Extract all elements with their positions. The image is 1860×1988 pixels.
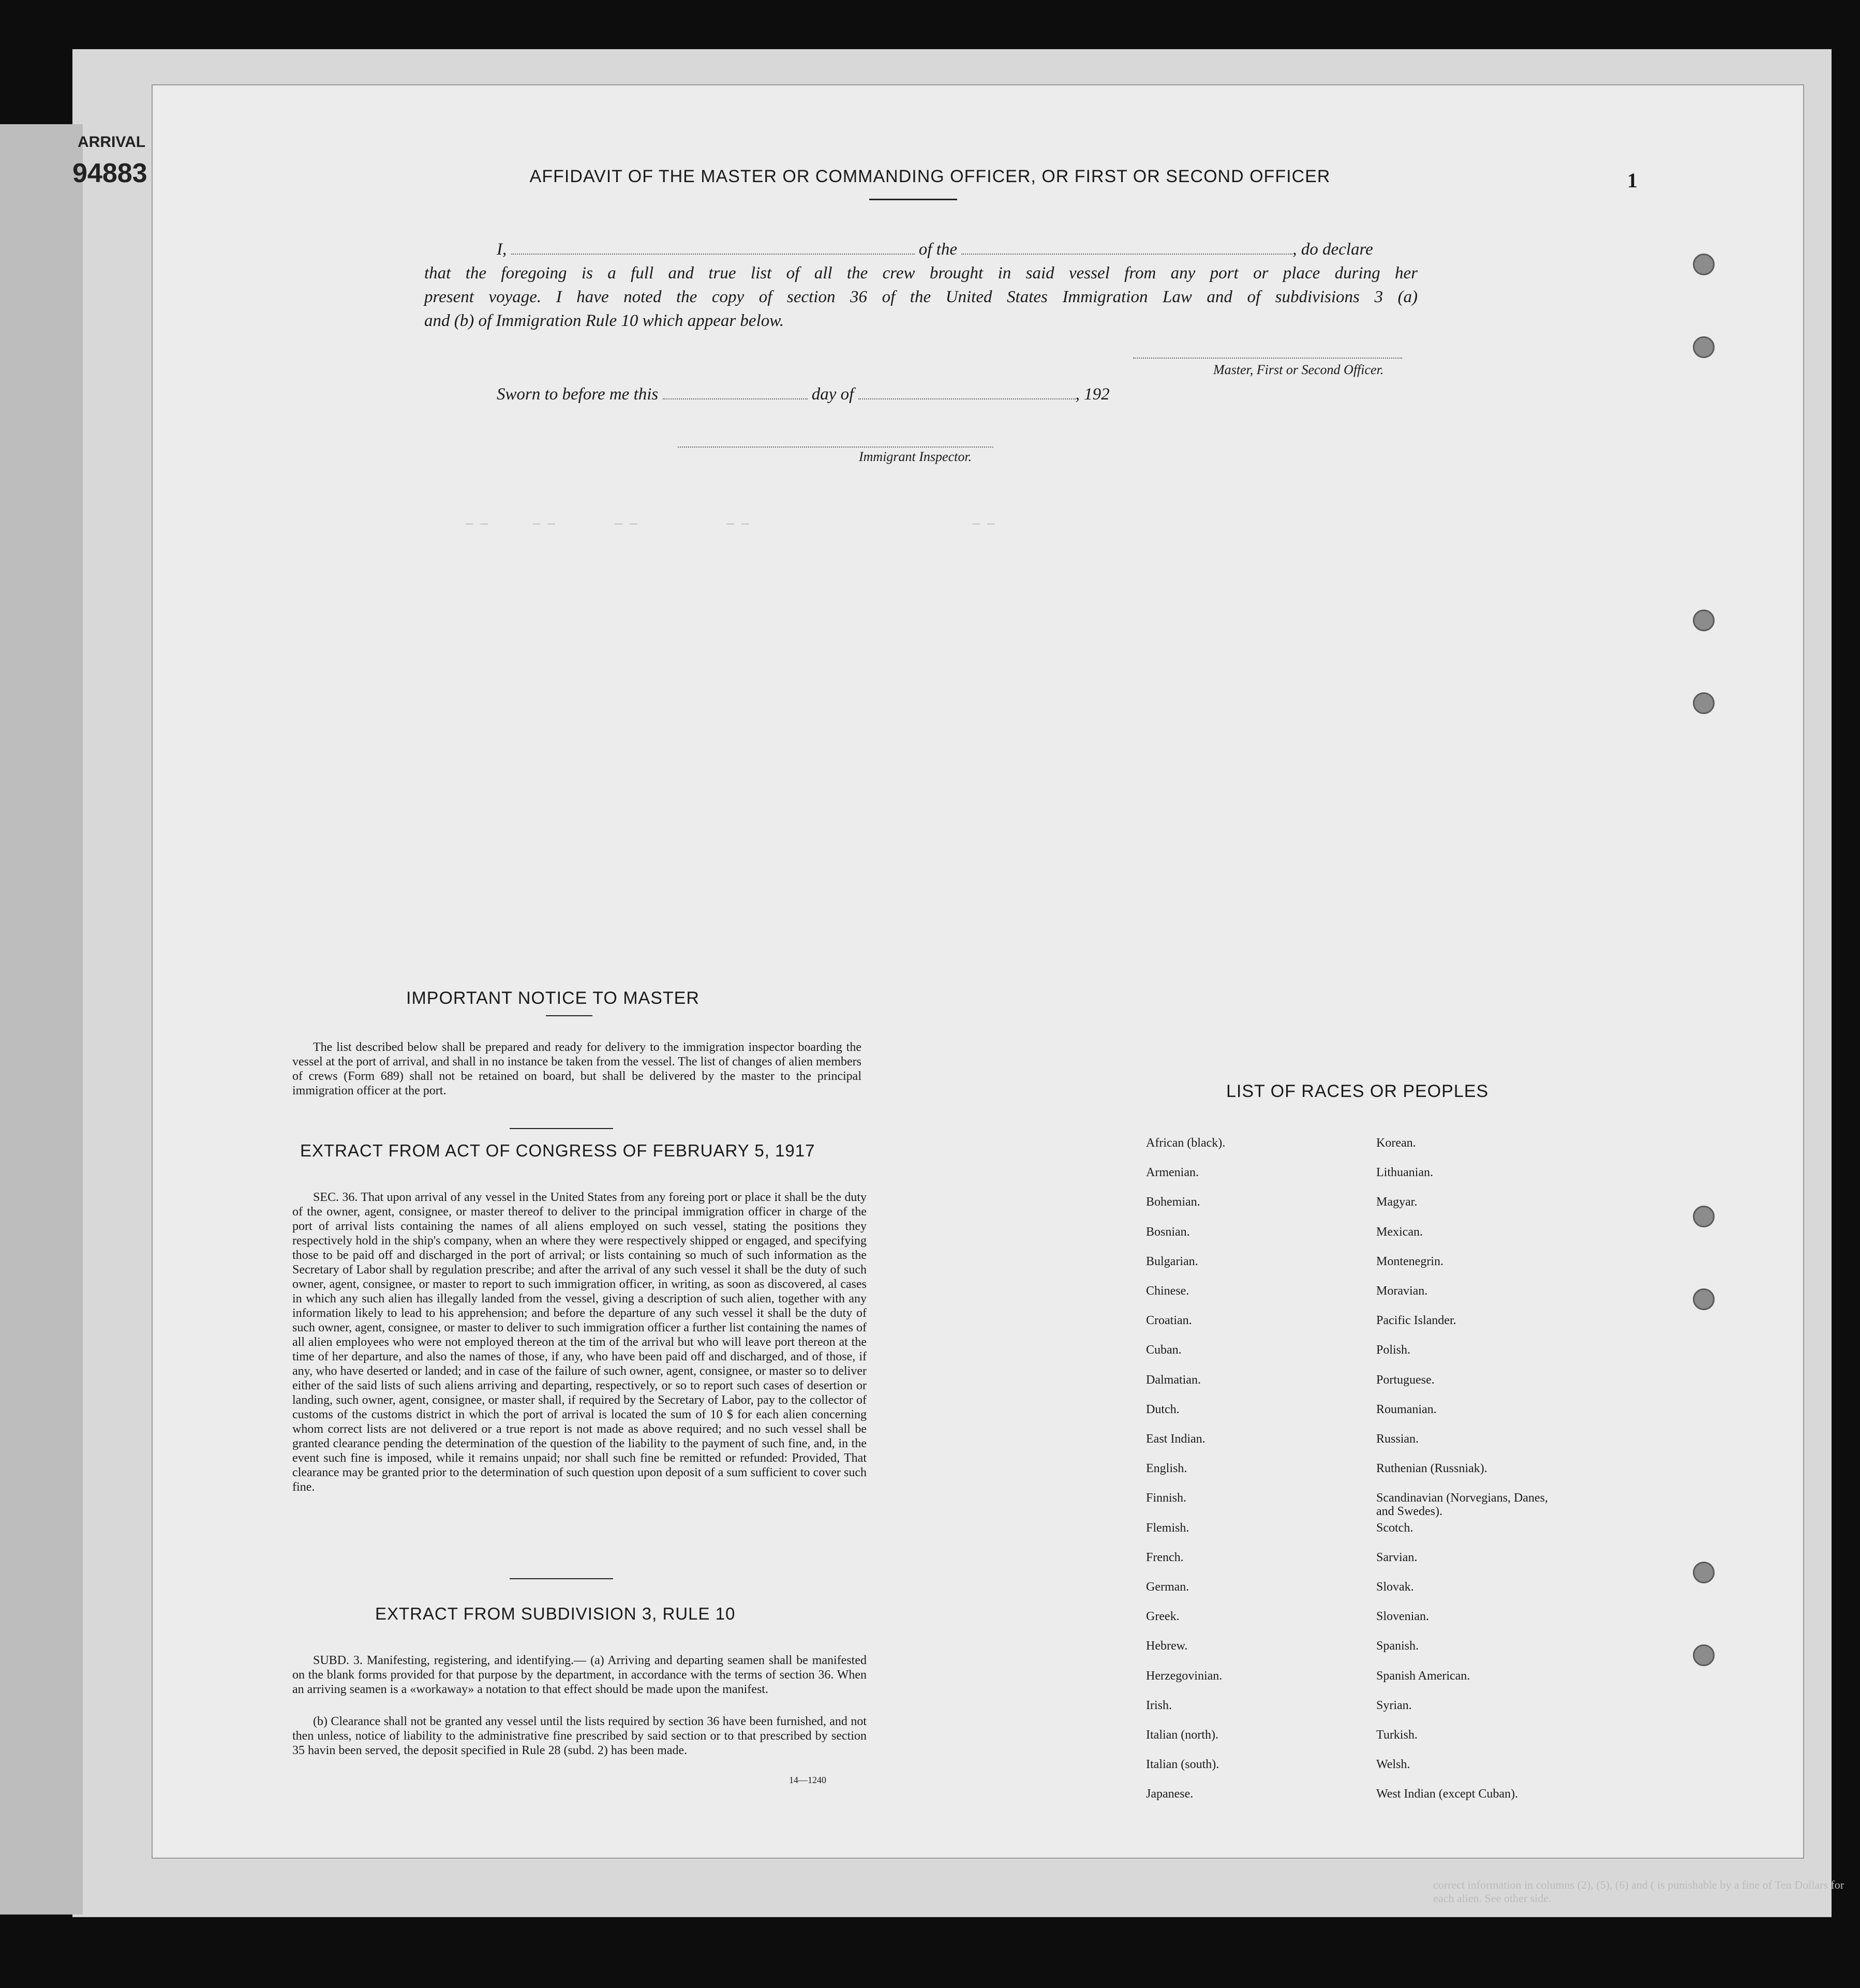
extract-act-text: SEC. 36. That upon arrival of any vessel in the United States from any foreing port or place it shall be the duty of the owner, agent, consignee, or master thereof to deliver to the principal immigration officer in charge of the port of arrival lists containing the names of all aliens employed on such vessel, stating the positions they respectively hold in the ship's company, when an where they were respectively shipped or engaged, and specifying those to be paid off and discharged in the port of arrival; or lists containing so much of such information as the Secretary of Labor shall by regulation prescribe; and after the arrival of any such vessel it shall be the duty of such owner, agent, consignee, or master to report to such immigration officer, in writing, as soon as discovered, al cases in which any such alien has illegally landed from the vessel, giving a description of such alien, together with any information likely to lead to his apprehension; and before the departure of any such vessel it shall be the duty of such owner, agent, consignee, or master to deliver to such immigration officer a further list containing the names of all alien employees who were not employed thereon at the tim of the arrival but who will leave port thereon at the time of her departure, and also the names of those, if any, who have been paid off and discharged, and of those, if any, who have deserted or landed; and in case of the failure of such owner, agent, consignee, or master so to deliver either of the said lists of such aliens arriving and departing, respectively, or so to report such cases of desertion or landing, such owner, agent, consignee, or master shall, if required by the Secretary of Labor, pay to the collector of customs of the customs district in which the port of arrival is located the sum of 10 $ for each alien concerning whom correct lists are not delivered or a true report is not made as above required; and no such vessel shall be granted clearance pending the determination of the question of the liability to the payment of such fine, and, in the event such fine is imposed, while it remains unpaid; nor shall such fine be remitted or refunded: Provided, That clearance may be granted prior to the determination of such question upon deposit of a sum sufficient to cover such fine. (292, 1191, 867, 1494)
race-item: Moravian. (1376, 1284, 1428, 1298)
race-item: Korean. (1376, 1136, 1416, 1150)
race-item: Herzegovinian. (1146, 1669, 1223, 1683)
punch-hole (1693, 1562, 1715, 1583)
race-item: German. (1146, 1580, 1189, 1594)
race-item: Dalmatian. (1146, 1373, 1201, 1387)
back-sheet-footer: correct information in columns (2), (5), (6) and ( is punishable by a fine of Ten Dollars for each alien. See other side. (1433, 1878, 1844, 1905)
signature-label: Master, First or Second Officer. (1213, 362, 1384, 377)
title-rule (869, 199, 957, 200)
notice-rule (546, 1015, 592, 1016)
affidavit-title: AFFIDAVIT OF THE MASTER OR COMMANDING OFFICER, OR FIRST OR SECOND OFFICER (529, 167, 1331, 186)
race-item: Flemish. (1146, 1521, 1189, 1535)
form-number: 14—1240 (789, 1775, 826, 1785)
race-item: Dutch. (1146, 1402, 1180, 1416)
race-item: Roumanian. (1376, 1402, 1437, 1416)
race-item: Greek. (1146, 1610, 1180, 1624)
race-item: Finnish. (1146, 1491, 1187, 1505)
race-item: English. (1146, 1462, 1187, 1476)
race-item: Spanish. (1376, 1639, 1419, 1653)
race-item: African (black). (1146, 1136, 1226, 1150)
race-item: Montenegrin. (1376, 1254, 1444, 1268)
race-item: Ruthenian (Russniak). (1376, 1462, 1487, 1476)
inspector-line[interactable] (678, 446, 993, 448)
sworn-label: Sworn to before me this (497, 385, 659, 404)
extract-rule-rule (510, 1578, 613, 1579)
race-item: West Indian (except Cuban). (1376, 1787, 1518, 1801)
extract-act-rule (510, 1128, 613, 1129)
year-label: , 192 (1075, 385, 1110, 404)
page-mark: 1 (1627, 169, 1638, 192)
race-item: Pacific Islander. (1376, 1314, 1456, 1328)
extract-act-title: EXTRACT FROM ACT OF CONGRESS OF FEBRUARY 5, 1917 (300, 1141, 815, 1160)
do-declare-label: , do declare (1292, 240, 1373, 259)
punch-hole (1693, 336, 1715, 358)
punch-hole (1693, 692, 1715, 714)
race-item: Bulgarian. (1146, 1254, 1198, 1268)
race-item: Sarvian. (1376, 1550, 1418, 1564)
races-title: LIST OF RACES OR PEOPLES (1226, 1081, 1489, 1101)
race-item: Welsh. (1376, 1758, 1410, 1772)
race-item: Spanish American. (1376, 1669, 1470, 1683)
inspector-label: Immigrant Inspector. (859, 449, 972, 464)
signature-line[interactable] (1133, 357, 1402, 359)
i-label: I, (497, 240, 507, 259)
race-item: Magyar. (1376, 1195, 1418, 1209)
race-item: Bosnian. (1146, 1225, 1190, 1239)
race-item: Japanese. (1146, 1787, 1194, 1801)
race-item: Slovak. (1376, 1580, 1414, 1594)
race-item: Syrian. (1376, 1698, 1412, 1712)
extract-rule-text-b: (b) Clearance shall not be granted any vessel until the lists required by section 36 have been furnished, and not then unless, notice of liability to the administrative fine prescribed by said section or to that prescribed by section 35 havin been served, the deposit specified in Rule 28 (subd. 2) has been made. (292, 1715, 867, 1757)
affidavit-page (153, 85, 1803, 1858)
race-item: Scandinavian (Norvegians, Danes, and Swedes). (1376, 1491, 1548, 1519)
day-field[interactable] (663, 398, 808, 399)
race-item: Bohemian. (1146, 1195, 1200, 1209)
punch-hole (1693, 254, 1715, 275)
notice-text: The list described below shall be prepared and ready for delivery to the immigration inspector boarding the vessel at the port of arrival, and shall in no instance be taken from the vessel. The list of changes of alien members of crews (Form 689) shall not be retained on board, but shall be delivered by the master to the principal immigration officer at the port. (292, 1041, 861, 1097)
race-item: Turkish. (1376, 1728, 1418, 1742)
race-item: French. (1146, 1550, 1184, 1564)
race-item: Scotch. (1376, 1521, 1413, 1535)
race-item: Armenian. (1146, 1166, 1199, 1180)
sworn-line (497, 383, 1169, 406)
race-item: Mexican. (1376, 1225, 1423, 1239)
affidavit-declaration-line (497, 238, 1418, 261)
race-item: Italian (north). (1146, 1728, 1218, 1742)
punch-hole (1693, 610, 1715, 631)
race-item: Slovenian. (1376, 1610, 1429, 1624)
affidavit-body-1: that the foregoing is a full and true list of all the crew brought in said vessel from any port or place during her (424, 264, 1418, 283)
race-item: Cuban. (1146, 1343, 1182, 1357)
affidavit-body-2: present voyage. I have noted the copy of section 36 of the United States Immigration Law and of subdivisions 3 (a) (424, 288, 1418, 306)
race-item: East Indian. (1146, 1432, 1206, 1446)
arrival-label: ARRIVAL (78, 133, 146, 151)
affidavit-body-3: and (b) of Immigration Rule 10 which appear below. (424, 311, 784, 330)
race-item: Portuguese. (1376, 1373, 1435, 1387)
month-field[interactable] (858, 398, 1076, 399)
race-item: Italian (south). (1146, 1758, 1219, 1772)
notice-title: IMPORTANT NOTICE TO MASTER (406, 988, 700, 1008)
race-item: Croatian. (1146, 1314, 1192, 1328)
arrival-number: 94883 (72, 158, 147, 188)
race-item: Polish. (1376, 1343, 1411, 1357)
back-sheet-left-edge (0, 124, 83, 1915)
vessel-field[interactable] (961, 253, 1292, 255)
punch-hole (1693, 1644, 1715, 1666)
name-field[interactable] (511, 253, 915, 255)
extract-rule-text-a: SUBD. 3. Manifesting, registering, and identifying.— (a) Arriving and departing seamen shall be manifested on the blank forms provided for that purpose by the department, in accordance with the terms of section 36. When an arriving seamen is a «workaway» a notation to that effect should be made upon the manifest. (292, 1654, 867, 1696)
punch-hole (1693, 1206, 1715, 1227)
race-item: Russian. (1376, 1432, 1419, 1446)
punch-hole (1693, 1288, 1715, 1310)
race-item: Lithuanian. (1376, 1166, 1433, 1180)
race-item: Hebrew. (1146, 1639, 1188, 1653)
race-item: Chinese. (1146, 1284, 1189, 1298)
day-of-label: day of (811, 385, 854, 404)
extract-rule-title: EXTRACT FROM SUBDIVISION 3, RULE 10 (375, 1604, 736, 1623)
of-the-label: of the (918, 240, 957, 259)
race-item: Irish. (1146, 1698, 1172, 1712)
bleed-through: — — — — — — — — — — (466, 517, 995, 531)
